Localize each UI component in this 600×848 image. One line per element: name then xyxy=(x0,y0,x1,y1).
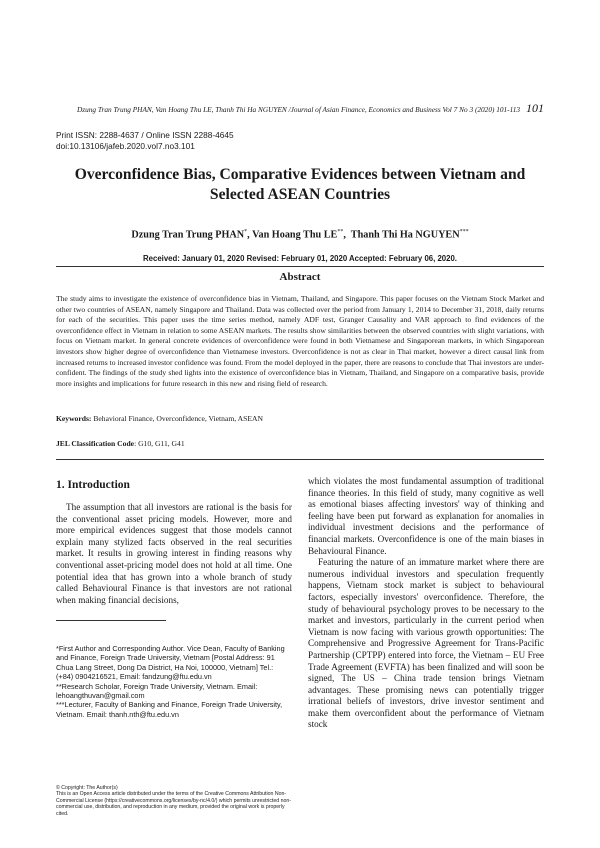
divider xyxy=(56,266,544,267)
copyright-text: This is an Open Access article distributed under the terms of the Creative Commons Attribution Non-Commercial License (https://creativecommons.org/licenses/by-nc/4.0/) which permits unrestricted non-commercial use, distribution, and reproduction in any medium, provided the original work is properly cited. xyxy=(56,791,291,817)
running-head xyxy=(62,101,544,116)
author-name: Thanh Thi Ha NGUYEN xyxy=(350,229,460,241)
title-line-2: Selected ASEAN Countries xyxy=(209,186,391,203)
jel-classification xyxy=(56,439,544,448)
jel-label: JEL Classification Code xyxy=(56,439,135,448)
abstract-text: The study aims to investigate the existence of overconfidence bias in Vietnam, Thailand, and Singapore. This paper focuses on the Vietnam Stock Market and other two countries of ASEAN, namely Singapore and Thailand. Data was collected over the period from January 1, 2014 to December 31, 2018, daily returns for each of the securities. This paper uses the time series method, namely ADF test, Granger Causality and VAR approach to find evidences of the overconfidence effect in Vietnam in relation to some ASEAN markets. The results show similarities between the observed countries with slight variations, with focus on Vietnam market. In general concrete evidences of overconfidence were found in both Vietnamese and Singaporean markets, in which Singaporean investors show higher degree of overconfidence than Vietnamese investors. Overconfidence is not as clear in Thai market, however a direct causal link from increased returns to increased investor confidence was found. From the model deployed in the paper, there are reasons to conclude that Thai investors are under-confident. The findings of the study shed lights into the existence of overconfidence bias in Vietnam, Thailand, and Singapore on a comparative basis, provide more insights and implications for future research in this new and rising field of research. xyxy=(56,294,544,388)
divider xyxy=(56,459,544,460)
left-column xyxy=(56,502,292,606)
paragraph: Featuring the nature of an immature market where there are numerous individual investors and speculation frequently happens, Vietnam stock market is subject to behavioural factors, especially investors' overconfidence. Therefore, the study of behavioural psychology proves to be necessary to the market and investors, particularly in the current period when Vietnam is now facing with various growth opportunities: The Comprehensive and Progressive Agreement for Trans-Pacific Partnership (CPTPP) entered into force, the Vietnam – EU Free Trade Agreement (EVFTA) has been finalized and will soon be signed, The US – China trade tension brings Vietnam advantages. These promising news can potentially trigger irrational beliefs of investors, drive investor sentiment and make them overconfident about the performance of Vietnam stock xyxy=(308,557,544,730)
paragraph: The assumption that all investors are rational is the basis for the conventional asset pricing models. However, more and more empirical evidences suggest that those models cannot explain many stylized facts observed in the real securities market. It results in growing interest in finding reasons why conventional asset-pricing model does not hold at all time. One potential idea that has grown into a whole branch of study called Behavioural Finance is that investors are not rational when making financial decisions, xyxy=(56,502,292,605)
page-number: 101 xyxy=(526,101,544,115)
right-column xyxy=(308,476,544,731)
doi: doi:10.13106/jafeb.2020.vol7.no3.101 xyxy=(56,140,195,151)
footnote: *First Author and Corresponding Author. Vice Dean, Faculty of Banking and Finance, Foreign Trade University, Vietnam [Postal Address: 91 Chua Lang Street, Dong Da District, Ha Noi, 100000, Vietnam] Tel.: (+84) 0904216521, Email: fandzung@ftu.edu.vn xyxy=(56,644,285,682)
footnote: **Research Scholar, Foreign Trade University, Vietnam. Email: lehoangthuvan@gmail.com xyxy=(56,681,258,701)
received-dates: Received: January 01, 2020 Revised: February 01, 2020 Accepted: February 06, 2020. xyxy=(143,254,457,263)
running-head-text: Dzung Tran Trung PHAN, Van Hoang Thu LE, Thanh Thi Ha NGUYEN /Journal of Asian Finance, Economics and Business Vol 7 No 3 (2020) 101-113 xyxy=(76,105,520,114)
footnote: ***Lecturer, Faculty of Banking and Finance, Foreign Trade University, Vietnam. Email: thanh.nth@ftu.edu.vn xyxy=(56,700,283,719)
jel-codes: : G10, G11, G41 xyxy=(134,439,185,448)
author-name: Van Hoang Thu LE xyxy=(252,229,338,241)
author-list: Dzung Tran Trung PHAN*, Van Hoang Thu LE**, Thanh Thi Ha NGUYEN*** xyxy=(131,229,469,241)
author-mark: ** xyxy=(337,229,344,235)
paragraph: which violates the most fundamental assumption of traditional finance theories. In this field of study, many cognitive as well as emotional biases affecting investors' way of thinking and feeling have been put forward as explanation for anomalies in individual investment decisions and the performance of financial markets. Overconfidence is one of the main biases in Behavioural Finance. xyxy=(308,476,544,556)
paper-title xyxy=(56,165,544,205)
copyright-title: © Copyright: The Author(s) xyxy=(56,785,118,791)
issn: Print ISSN: 2288-4637 / Online ISSN 2288-4645 xyxy=(56,130,234,140)
footnote-divider xyxy=(56,620,166,621)
issn-block xyxy=(56,130,234,151)
author-name: Dzung Tran Trung PHAN xyxy=(131,229,245,241)
footnotes xyxy=(56,644,292,719)
abstract-heading: Abstract xyxy=(279,271,321,283)
author-mark: * xyxy=(244,229,248,235)
section-heading: 1. Introduction xyxy=(56,479,130,491)
author-mark: *** xyxy=(459,229,469,235)
copyright-notice xyxy=(56,785,292,817)
title-line-1: Overconfidence Bias, Comparative Evidences between Vietnam and xyxy=(74,166,526,183)
keywords-text: Behavioral Finance, Overconfidence, Vietnam, ASEAN xyxy=(93,414,263,423)
keywords-label: Keywords: xyxy=(56,414,92,423)
keywords xyxy=(56,414,544,423)
